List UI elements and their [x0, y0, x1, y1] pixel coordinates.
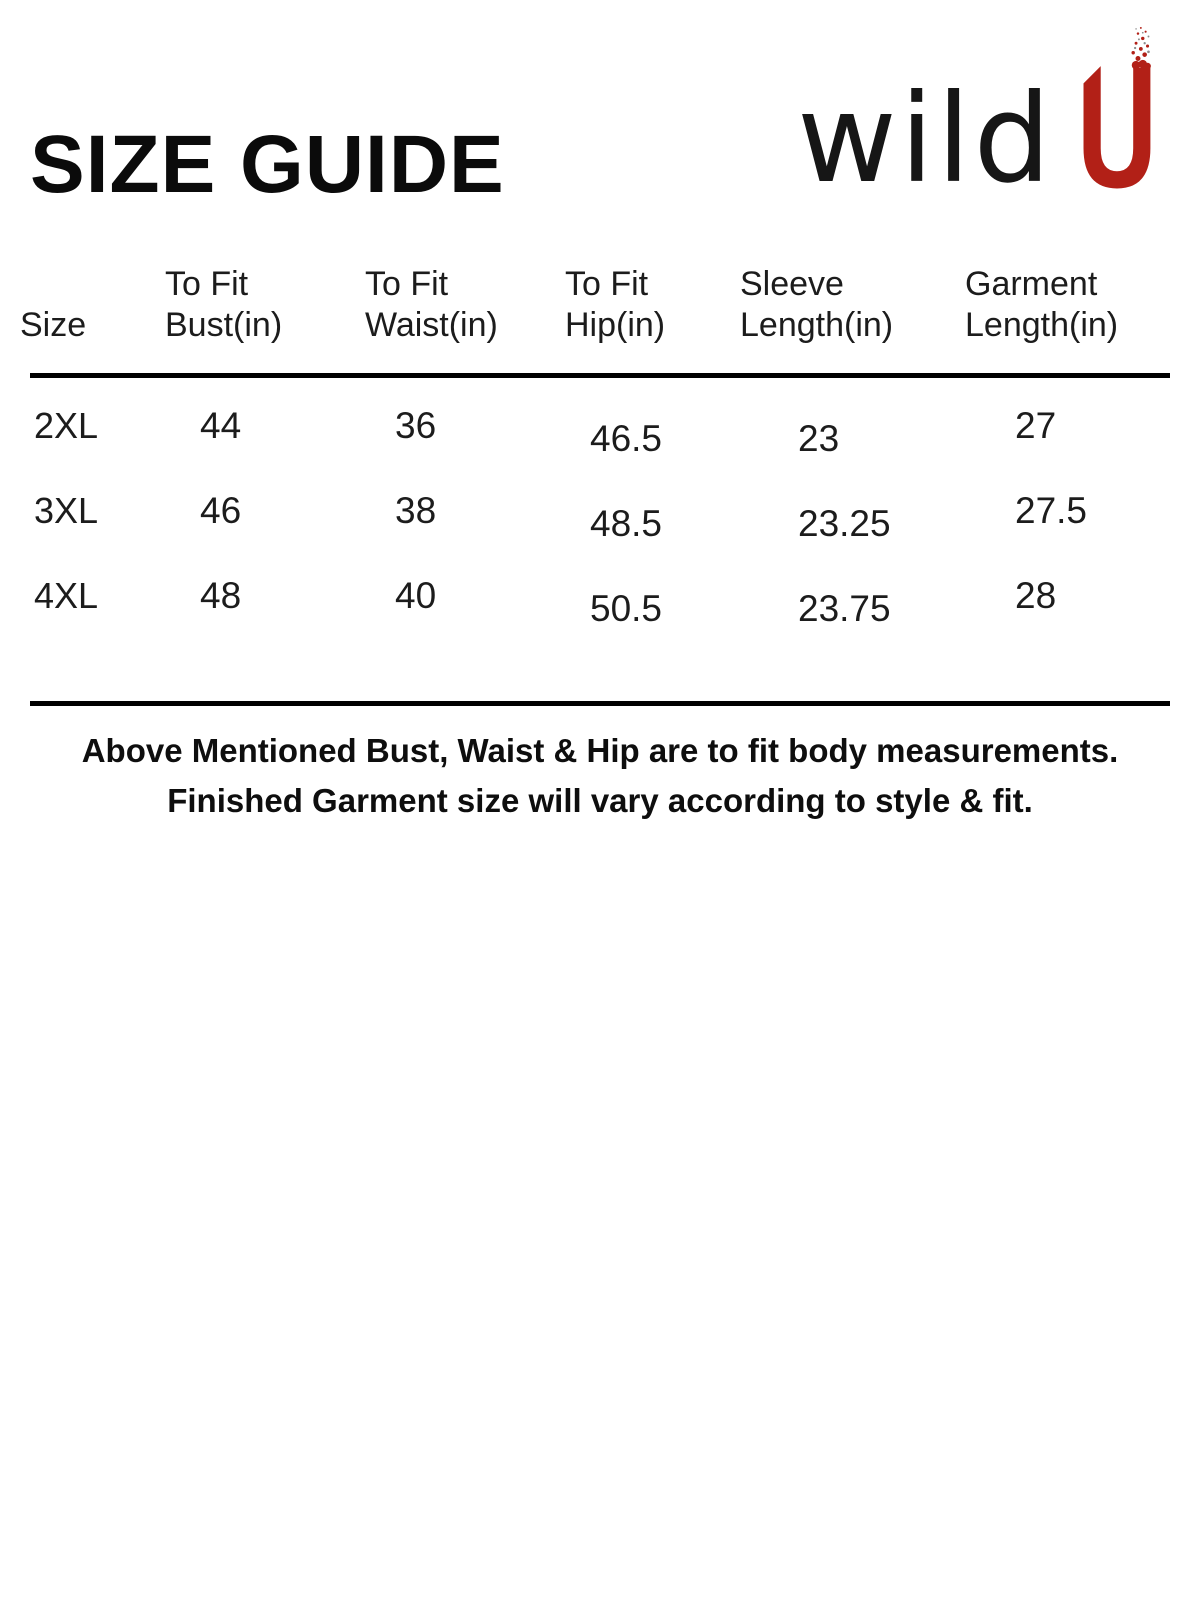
garment-value: 27.5	[1015, 490, 1088, 531]
waist-value: 40	[395, 575, 437, 616]
note-line-1: Above Mentioned Bust, Waist & Hip are to fit body measurements.	[81, 732, 1119, 769]
table-top-divider	[30, 373, 1170, 378]
table-row-2xl	[20, 404, 1180, 489]
table-row-4xl	[20, 574, 1180, 659]
garment-value: 27	[1015, 405, 1057, 446]
bust-value: 48	[200, 575, 242, 616]
table-body	[20, 404, 1180, 659]
hip-value: 50.5	[590, 588, 663, 629]
column-header-hip: To Fit Hip(in)	[565, 265, 666, 344]
bust-value: 46	[200, 490, 242, 531]
hip-value: 46.5	[590, 418, 663, 459]
column-header-garment: Garment Length(in)	[965, 265, 1119, 344]
table-row-3xl	[20, 489, 1180, 574]
sleeve-value: 23.75	[798, 588, 891, 629]
size-label: 2XL	[34, 405, 99, 446]
sleeve-value: 23	[798, 418, 840, 459]
logo-wordmark: wild	[796, 68, 1054, 211]
measurement-note	[0, 726, 1200, 826]
size-label: 3XL	[34, 490, 99, 531]
column-header-size: Size	[20, 306, 87, 344]
table-header-row	[20, 264, 1180, 346]
table-bottom-divider	[30, 701, 1170, 706]
column-header-sleeve: Sleeve Length(in)	[740, 265, 894, 344]
logo-u-icon	[1076, 26, 1156, 198]
sleeve-value: 23.25	[798, 503, 891, 544]
column-header-bust: To Fit Bust(in)	[165, 265, 283, 344]
garment-value: 28	[1015, 575, 1057, 616]
brand-logo	[796, 26, 1156, 211]
size-label: 4XL	[34, 575, 99, 616]
page-title: SIZE GUIDE	[30, 119, 505, 210]
note-line-2: Finished Garment size will vary according to style & fit.	[167, 782, 1033, 819]
waist-value: 38	[395, 490, 437, 531]
size-table	[20, 264, 1180, 706]
waist-value: 36	[395, 405, 437, 446]
hip-value: 48.5	[590, 503, 663, 544]
bust-value: 44	[200, 405, 242, 446]
column-header-waist: To Fit Waist(in)	[365, 265, 498, 344]
